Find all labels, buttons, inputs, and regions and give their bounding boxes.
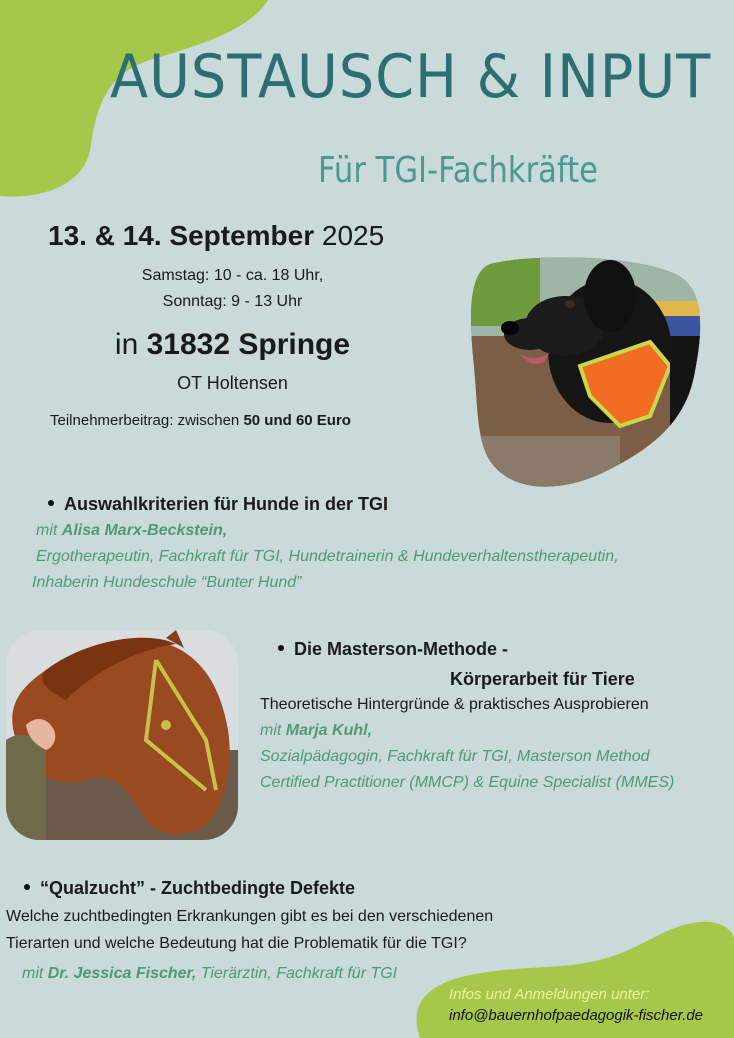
topic-3-title bbox=[24, 878, 355, 899]
speaker-prefix: mit bbox=[260, 722, 282, 739]
topic-1-speaker-roles: Ergotherapeutin, Fachkraft für TGI, Hundetrainerin & Hundeverhaltenstherapeutin, bbox=[36, 548, 619, 565]
topic-1-title-text: Auswahlkriterien für Hunde in der TGI bbox=[64, 494, 389, 514]
event-date-days: 13. & 14. September bbox=[48, 220, 315, 251]
speaker-role: Tierärztin, Fachkraft für TGI bbox=[200, 965, 398, 982]
times-saturday: Samstag: 10 - ca. 18 Uhr, bbox=[141, 267, 324, 284]
topic-1-speaker-business: Inhaberin Hundeschule “Bunter Hund” bbox=[32, 574, 302, 591]
bullet-dot bbox=[48, 500, 54, 506]
times-sunday: Sonntag: 9 - 13 Uhr bbox=[162, 293, 303, 310]
bullet-dot bbox=[278, 645, 284, 651]
bullet-dot bbox=[24, 884, 30, 890]
speaker-prefix: mit bbox=[22, 965, 44, 982]
topic-3-description-line1: Welche zuchtbedingten Erkrankungen gibt es bei den verschiedenen bbox=[6, 908, 494, 925]
speaker-name: Dr. Jessica Fischer, bbox=[47, 965, 197, 982]
page-subtitle: Für TGI-Fachkräfte bbox=[318, 150, 598, 191]
contact-email[interactable]: info@bauernhofpaedagogik-fischer.de bbox=[449, 1007, 704, 1024]
event-times bbox=[80, 263, 385, 315]
location-city: 31832 Springe bbox=[146, 328, 351, 361]
topic-3-description-line2: Tierarten und welche Bedeutung hat die Problematik für die TGI? bbox=[6, 935, 467, 952]
topic-2-title bbox=[278, 639, 508, 660]
page-title: AUSTAUSCH & INPUT bbox=[110, 42, 712, 112]
speaker-name: Marja Kuhl, bbox=[285, 722, 373, 739]
info-label: Infos und Anmeldungen unter: bbox=[449, 986, 650, 1003]
fee-label: Teilnehmerbeitrag: zwischen bbox=[50, 412, 240, 429]
topic-3-title-text: “Qualzucht” - Zuchtbedingte Defekte bbox=[40, 878, 356, 898]
topic-2-title-line2: Körperarbeit für Tiere bbox=[450, 669, 635, 689]
event-date-year: 2025 bbox=[321, 220, 385, 251]
topic-2-title-line1: Die Masterson-Methode - bbox=[294, 639, 509, 659]
horse-photo bbox=[6, 630, 238, 840]
topic-1-speaker bbox=[36, 522, 227, 540]
topic-2-speaker-certs: Certified Practitioner (MMCP) & Equine Specialist (MMES) bbox=[260, 774, 675, 791]
event-location bbox=[80, 328, 385, 362]
topic-2-description: Theoretische Hintergründe & praktisches Ausprobieren bbox=[260, 696, 649, 713]
topic-1-title bbox=[48, 494, 388, 515]
event-district: OT Holtensen bbox=[177, 373, 288, 393]
topic-2-speaker bbox=[260, 722, 372, 740]
speaker-name: Alisa Marx-Beckstein, bbox=[61, 522, 228, 539]
speaker-prefix: mit bbox=[36, 522, 58, 539]
topic-2-speaker-roles: Sozialpädagogin, Fachkraft für TGI, Masterson Method bbox=[260, 748, 650, 765]
event-date bbox=[48, 220, 384, 252]
fee-value: 50 und 60 Euro bbox=[243, 412, 351, 429]
dog-photo bbox=[470, 256, 702, 490]
event-fee bbox=[50, 412, 351, 429]
location-prefix: in bbox=[114, 328, 139, 361]
topic-3-speaker bbox=[22, 965, 397, 983]
